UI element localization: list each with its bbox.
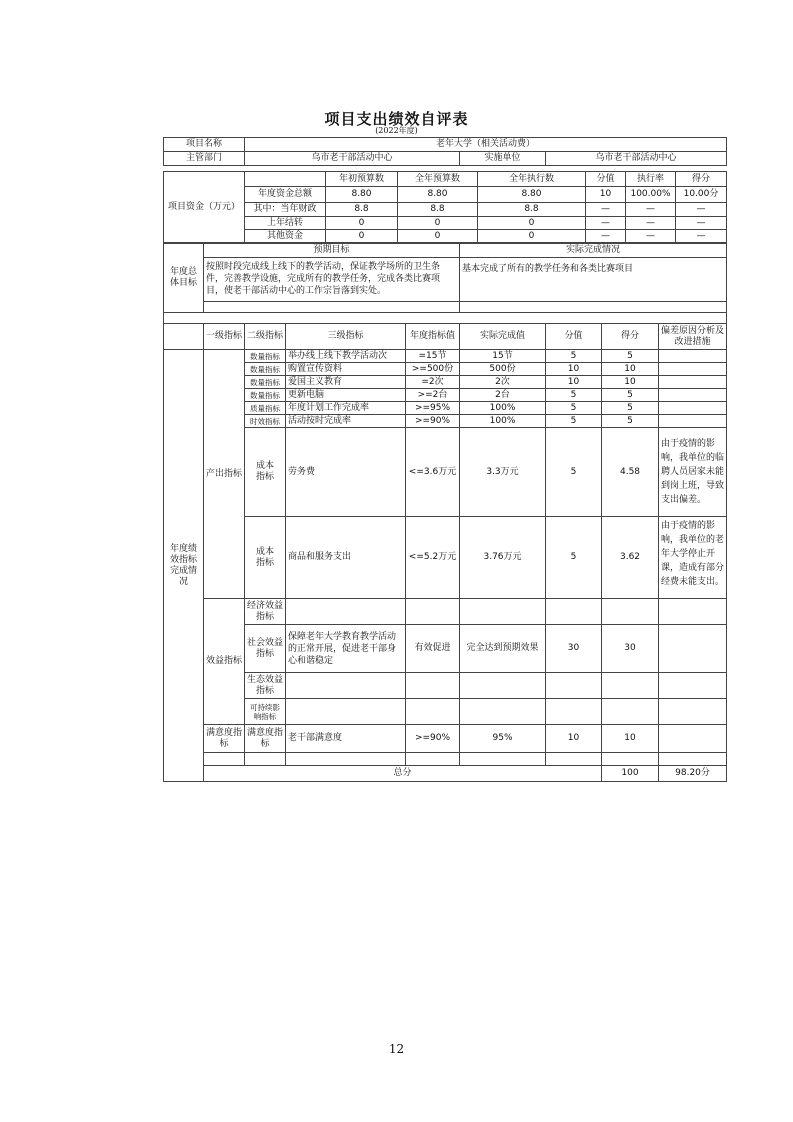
indicator-row bbox=[164, 415, 727, 428]
funds-exec: 8.8 bbox=[478, 203, 586, 217]
score-value-cell: 5 bbox=[546, 415, 602, 428]
total-score: 98.20分 bbox=[659, 766, 727, 782]
indicator-row bbox=[164, 725, 727, 753]
funds-row bbox=[164, 217, 727, 230]
actual-cell: 3.3万元 bbox=[460, 428, 546, 517]
funds-score-value: 10 bbox=[586, 187, 626, 203]
score-cell: 10 bbox=[602, 725, 659, 753]
target-cell bbox=[406, 673, 460, 699]
funds-score: 10.00分 bbox=[676, 187, 727, 203]
annual-target-label: 年度总体目标 bbox=[164, 244, 204, 313]
funds-rate: 100.00% bbox=[626, 187, 676, 203]
impl-unit-label: 实施单位 bbox=[460, 152, 546, 166]
funds-score: — bbox=[676, 217, 727, 230]
total-label: 总分 bbox=[204, 766, 602, 782]
report-year: (2022年度) bbox=[375, 126, 418, 135]
funds-row-label: 其他资金 bbox=[245, 230, 326, 243]
funds-row bbox=[164, 187, 727, 203]
score-value-cell bbox=[546, 673, 602, 699]
score-value-cell: 10 bbox=[546, 725, 602, 753]
deviation-cell bbox=[659, 389, 727, 402]
deviation-cell bbox=[659, 350, 727, 363]
col-full: 全年预算数 bbox=[398, 172, 478, 187]
score-cell: 3.62 bbox=[602, 517, 659, 599]
actual-cell: 95% bbox=[460, 725, 546, 753]
level3-cell bbox=[286, 699, 406, 725]
total-score-value: 100 bbox=[602, 766, 659, 782]
funds-full: 0 bbox=[398, 217, 478, 230]
level2-cell: 数量指标 bbox=[245, 350, 286, 363]
indicator-row bbox=[164, 625, 727, 673]
target-cell: >=500份 bbox=[406, 363, 460, 376]
deviation-cell bbox=[659, 376, 727, 389]
funds-rate: — bbox=[626, 230, 676, 243]
col-initial: 年初预算数 bbox=[326, 172, 398, 187]
level3-cell: 爱国主义教育 bbox=[286, 376, 406, 389]
department-row bbox=[164, 152, 727, 166]
score-cell: 5 bbox=[602, 350, 659, 363]
deviation-cell bbox=[659, 699, 727, 725]
header-level2: 二级指标 bbox=[245, 324, 286, 350]
target-cell: <=5.2万元 bbox=[406, 517, 460, 599]
deviation-cell bbox=[659, 725, 727, 753]
expected-goal-text: 按照时段完成线上线下的教学活动，保证教学场所的卫生条件，完善教学设施，完成所有的教学任务，完成各类比赛项目，使老干部活动中心的工作宗旨落到实处。 bbox=[204, 258, 460, 302]
level2-cell: 成本指标 bbox=[245, 517, 286, 599]
goals-content-row bbox=[164, 258, 727, 302]
target-cell: >=2台 bbox=[406, 389, 460, 402]
expected-label: 预期目标 bbox=[204, 244, 460, 258]
goals-indicators-table bbox=[163, 243, 727, 782]
project-name-value: 老年大学（相关活动费） bbox=[245, 138, 727, 152]
target-cell: =15节 bbox=[406, 350, 460, 363]
actual-cell bbox=[460, 699, 546, 725]
deviation-cell bbox=[659, 415, 727, 428]
actual-cell: 500份 bbox=[460, 363, 546, 376]
level2-cell: 时效指标 bbox=[245, 415, 286, 428]
target-cell: <=3.6万元 bbox=[406, 428, 460, 517]
funds-full: 0 bbox=[398, 230, 478, 243]
funds-initial: 8.8 bbox=[326, 203, 398, 217]
actual-cell: 2台 bbox=[460, 389, 546, 402]
funds-initial: 8.80 bbox=[326, 187, 398, 203]
indicator-row bbox=[164, 376, 727, 389]
actual-goal-text: 基本完成了所有的教学任务和各类比赛项目 bbox=[460, 258, 727, 302]
actual-cell: 100% bbox=[460, 415, 546, 428]
funds-exec: 0 bbox=[478, 230, 586, 243]
blank-row bbox=[164, 753, 727, 766]
funds-row-label: 其中：当年财政 bbox=[245, 203, 326, 217]
funds-row bbox=[164, 203, 727, 217]
level1-benefit: 效益指标 bbox=[204, 599, 245, 725]
actual-cell bbox=[460, 599, 546, 625]
deviation-cell bbox=[659, 673, 727, 699]
score-cell: 30 bbox=[602, 625, 659, 673]
indicator-row bbox=[164, 699, 727, 725]
target-cell: =2次 bbox=[406, 376, 460, 389]
col-exec-rate: 执行率 bbox=[626, 172, 676, 187]
level3-cell: 劳务费 bbox=[286, 428, 406, 517]
funds-exec: 0 bbox=[478, 217, 586, 230]
actual-cell: 完全达到预期效果 bbox=[460, 625, 546, 673]
deviation-cell bbox=[659, 402, 727, 415]
funds-row-label: 年度资金总额 bbox=[245, 187, 326, 203]
level2-cell: 满意度指标 bbox=[245, 725, 286, 753]
score-value-cell: 5 bbox=[546, 517, 602, 599]
level2-cell: 生态效益指标 bbox=[245, 673, 286, 699]
score-value-cell bbox=[546, 699, 602, 725]
indicator-row bbox=[164, 428, 727, 517]
supervisor-label: 主管部门 bbox=[164, 152, 245, 166]
score-cell: 5 bbox=[602, 415, 659, 428]
funds-header-row bbox=[164, 172, 727, 187]
level2-cell: 社会效益指标 bbox=[245, 625, 286, 673]
actual-cell: 2次 bbox=[460, 376, 546, 389]
funds-full: 8.8 bbox=[398, 203, 478, 217]
project-name-row bbox=[164, 138, 727, 152]
level1-satisfaction: 满意度指标 bbox=[204, 725, 245, 753]
level2-cell: 数量指标 bbox=[245, 389, 286, 402]
indicator-header-row bbox=[164, 324, 727, 350]
deviation-cell: 由于疫情的影响，我单位的老年大学停止开课，造成有部分经费未能支出。 bbox=[659, 517, 727, 599]
indicator-row bbox=[164, 673, 727, 699]
target-cell: >=95% bbox=[406, 402, 460, 415]
funds-row bbox=[164, 230, 727, 243]
level2-cell: 可持续影响指标 bbox=[245, 699, 286, 725]
funds-score: — bbox=[676, 203, 727, 217]
funds-exec: 8.80 bbox=[478, 187, 586, 203]
funds-label: 项目资金（万元） bbox=[164, 172, 245, 243]
deviation-cell bbox=[659, 599, 727, 625]
score-cell bbox=[602, 673, 659, 699]
level3-cell: 更新电脑 bbox=[286, 389, 406, 402]
deviation-cell bbox=[659, 363, 727, 376]
funds-blank bbox=[245, 172, 326, 187]
target-cell: 有效促进 bbox=[406, 625, 460, 673]
funds-rate: — bbox=[626, 203, 676, 217]
page-number: 12 bbox=[388, 1042, 405, 1056]
score-value-cell: 5 bbox=[546, 402, 602, 415]
actual-cell: 3.76万元 bbox=[460, 517, 546, 599]
level3-cell: 举办线上线下教学活动次 bbox=[286, 350, 406, 363]
score-cell: 5 bbox=[602, 402, 659, 415]
performance-table bbox=[163, 137, 727, 166]
score-value-cell bbox=[546, 599, 602, 625]
col-exec: 全年执行数 bbox=[478, 172, 586, 187]
level2-cell: 数量指标 bbox=[245, 363, 286, 376]
supervisor-value: 乌市老干部活动中心 bbox=[245, 152, 460, 166]
score-value-cell: 5 bbox=[546, 389, 602, 402]
score-cell: 10 bbox=[602, 376, 659, 389]
indicator-row bbox=[164, 363, 727, 376]
score-value-cell: 5 bbox=[546, 428, 602, 517]
target-cell bbox=[406, 699, 460, 725]
level3-cell: 商品和服务支出 bbox=[286, 517, 406, 599]
indicator-row bbox=[164, 517, 727, 599]
actual-cell: 15节 bbox=[460, 350, 546, 363]
score-cell: 10 bbox=[602, 363, 659, 376]
goals-blank-row bbox=[164, 302, 727, 313]
total-row bbox=[164, 766, 727, 782]
header-level1: 一级指标 bbox=[204, 324, 245, 350]
header-level3: 三级指标 bbox=[286, 324, 406, 350]
funds-table bbox=[163, 171, 727, 243]
spacer-row bbox=[164, 313, 727, 324]
perf-label: 年度绩效指标完成情况 bbox=[164, 350, 204, 782]
level2-cell: 数量指标 bbox=[245, 376, 286, 389]
header-target: 年度指标值 bbox=[406, 324, 460, 350]
header-score: 得分 bbox=[602, 324, 659, 350]
deviation-cell bbox=[659, 625, 727, 673]
level3-cell: 活动按时完成率 bbox=[286, 415, 406, 428]
page-title: 项目支出绩效自评表 bbox=[324, 110, 469, 128]
header-deviation: 偏差原因分析及改进措施 bbox=[659, 324, 727, 350]
level3-cell bbox=[286, 673, 406, 699]
funds-rate: — bbox=[626, 217, 676, 230]
funds-score: — bbox=[676, 230, 727, 243]
deviation-cell: 由于疫情的影响，我单位的临聘人员居家未能到岗上班，导致支出偏差。 bbox=[659, 428, 727, 517]
funds-score-value: — bbox=[586, 230, 626, 243]
actual-cell bbox=[460, 673, 546, 699]
level3-cell: 老干部满意度 bbox=[286, 725, 406, 753]
score-cell: 5 bbox=[602, 389, 659, 402]
level1-output: 产出指标 bbox=[204, 350, 245, 599]
score-value-cell: 30 bbox=[546, 625, 602, 673]
score-value-cell: 10 bbox=[546, 363, 602, 376]
indicator-row bbox=[164, 350, 727, 363]
level2-cell: 经济效益指标 bbox=[245, 599, 286, 625]
funds-initial: 0 bbox=[326, 217, 398, 230]
indicator-row bbox=[164, 599, 727, 625]
score-cell bbox=[602, 599, 659, 625]
actual-label: 实际完成情况 bbox=[460, 244, 727, 258]
level3-cell bbox=[286, 599, 406, 625]
level2-cell: 质量指标 bbox=[245, 402, 286, 415]
score-value-cell: 5 bbox=[546, 350, 602, 363]
level3-cell: 保障老年大学教育教学活动的正常开展，促进老干部身心和谐稳定 bbox=[286, 625, 406, 673]
col-score-value: 分值 bbox=[586, 172, 626, 187]
indicator-row bbox=[164, 402, 727, 415]
target-cell: >=90% bbox=[406, 415, 460, 428]
target-cell: >=90% bbox=[406, 725, 460, 753]
goals-header-row bbox=[164, 244, 727, 258]
header-actual: 实际完成值 bbox=[460, 324, 546, 350]
score-cell bbox=[602, 699, 659, 725]
funds-score-value: — bbox=[586, 217, 626, 230]
level3-cell: 购置宣传资料 bbox=[286, 363, 406, 376]
funds-full: 8.80 bbox=[398, 187, 478, 203]
level3-cell: 年度计划工作完成率 bbox=[286, 402, 406, 415]
col-score: 得分 bbox=[676, 172, 727, 187]
target-cell bbox=[406, 599, 460, 625]
header-score-value: 分值 bbox=[546, 324, 602, 350]
score-value-cell: 10 bbox=[546, 376, 602, 389]
funds-row-label: 上年结转 bbox=[245, 217, 326, 230]
funds-initial: 0 bbox=[326, 230, 398, 243]
impl-unit-value: 乌市老干部活动中心 bbox=[546, 152, 727, 166]
funds-score-value: — bbox=[586, 203, 626, 217]
actual-cell: 100% bbox=[460, 402, 546, 415]
project-name-label: 项目名称 bbox=[164, 138, 245, 152]
score-cell: 4.58 bbox=[602, 428, 659, 517]
indicator-row bbox=[164, 389, 727, 402]
level2-cell: 成本指标 bbox=[245, 428, 286, 517]
